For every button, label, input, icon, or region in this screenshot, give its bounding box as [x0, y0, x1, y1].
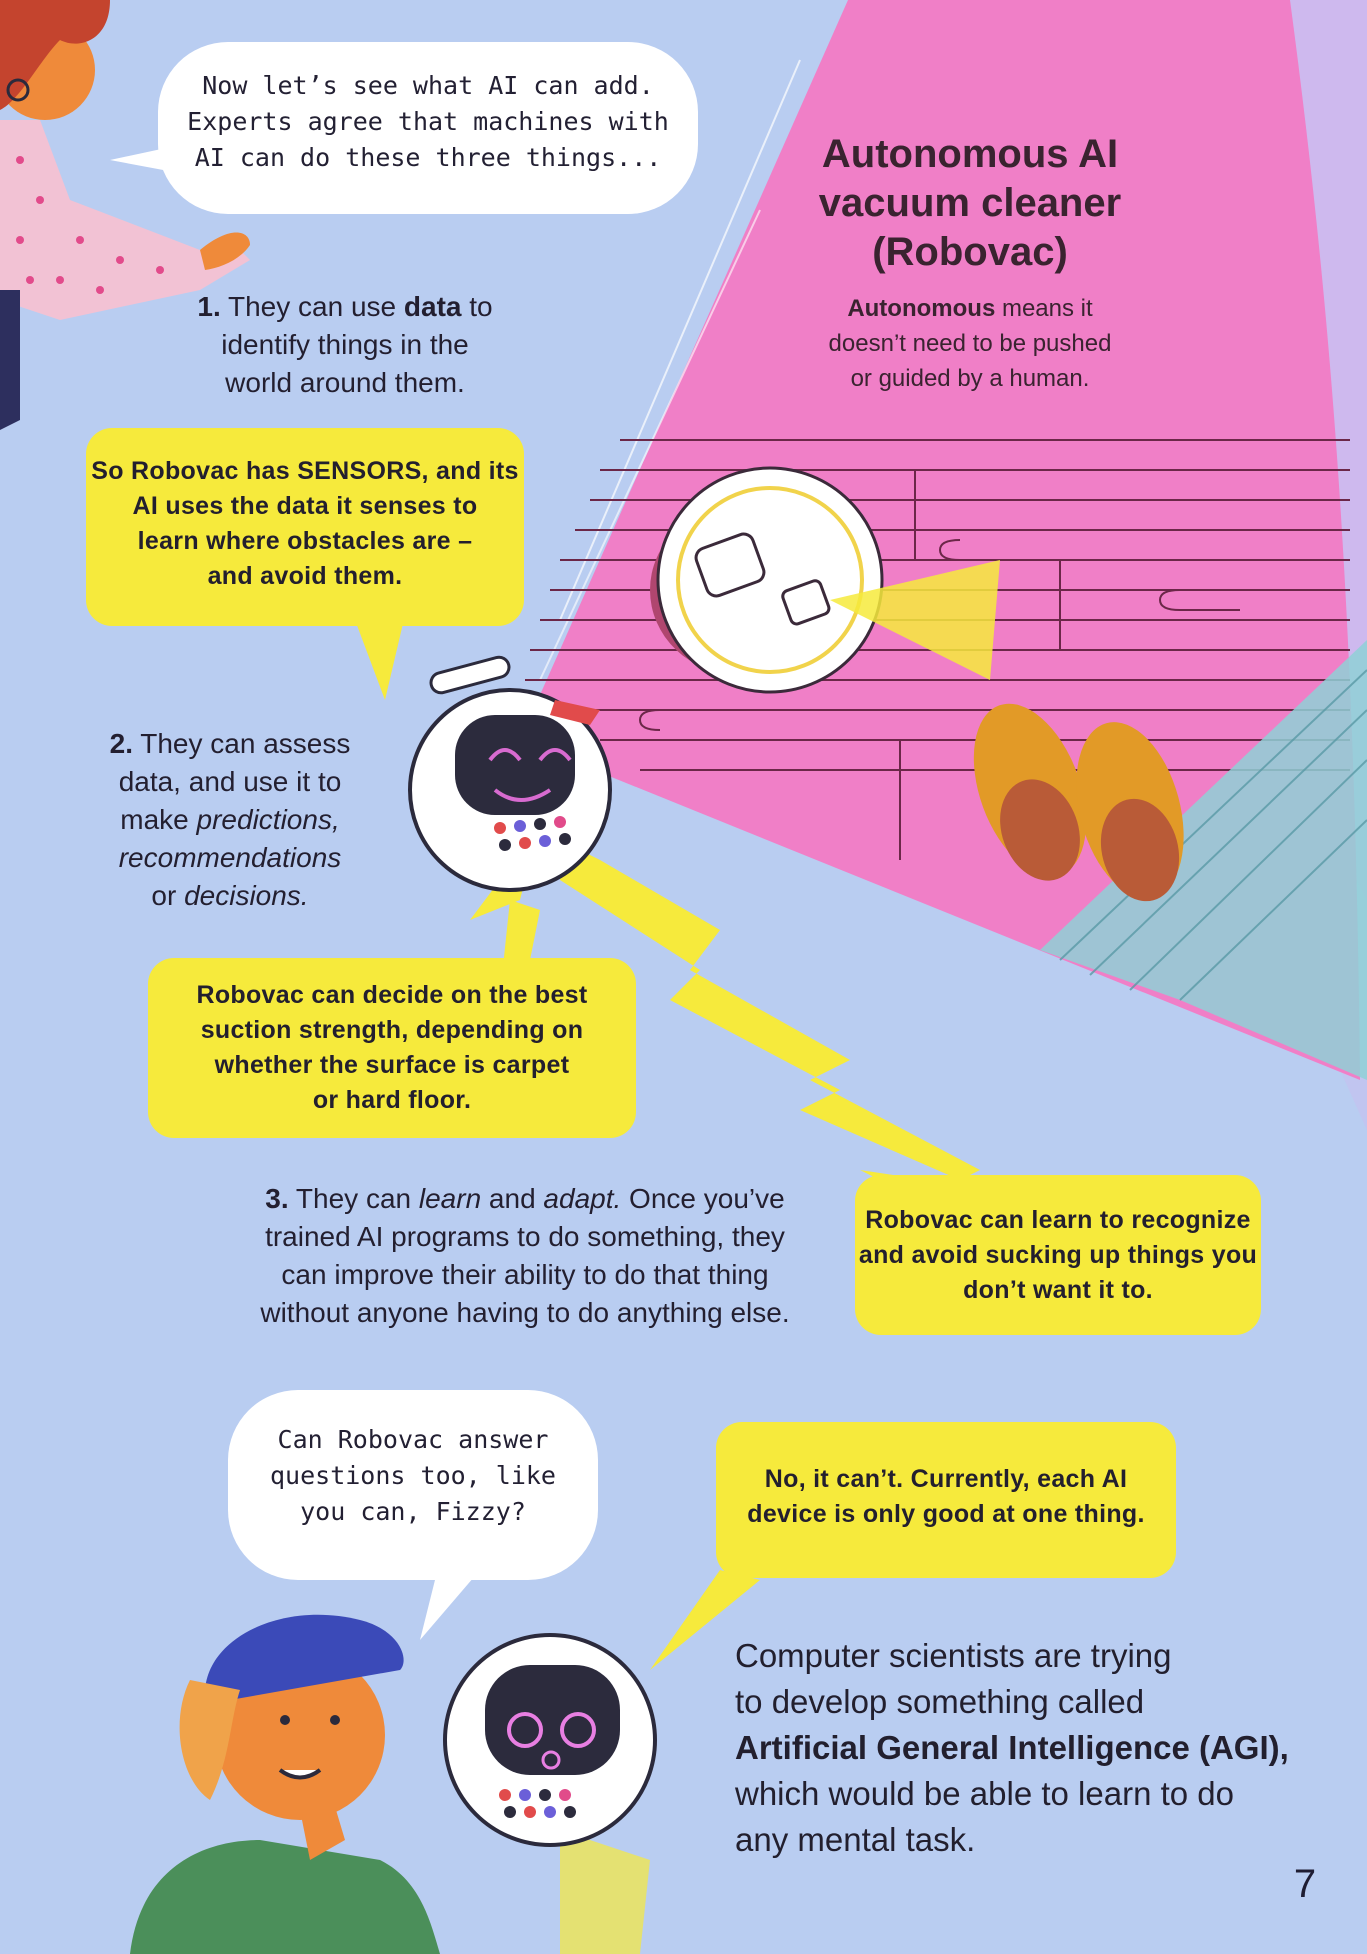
sensors-line-4: and avoid them.	[207, 562, 403, 590]
point-3-adapt: adapt.	[543, 1183, 622, 1214]
point-3-number: 3.	[265, 1183, 289, 1214]
point-2-line-3-pre: make	[120, 804, 197, 835]
point-1-post: to	[461, 291, 493, 322]
point-2-line-5-pre: or	[151, 880, 185, 911]
point-1-line-2: identify things in the	[221, 329, 469, 360]
question-speech-bubble	[228, 1390, 598, 1580]
point-3-l1-b: and	[481, 1183, 544, 1214]
definition-line-2: doesn’t need to be pushed	[828, 330, 1112, 357]
robovac-title-line-3: (Robovac)	[872, 230, 1068, 274]
agi-line-4: which would be able to learn to do	[735, 1775, 1234, 1812]
suction-bubble	[148, 958, 636, 1138]
suction-line-2: suction strength, depending on	[200, 1016, 584, 1044]
learn-line-2: and avoid sucking up things you	[858, 1241, 1258, 1269]
intro-speech-bubble	[158, 42, 698, 214]
point-1-line-3: world around them.	[225, 367, 465, 398]
learn-line-3: don’t want it to.	[963, 1276, 1153, 1304]
point-3-line-1	[250, 1180, 800, 1218]
question-line-1: Can Robovac answer	[277, 1425, 549, 1454]
suction-line-1: Robovac can decide on the best	[196, 981, 588, 1009]
answer-bubble	[716, 1422, 1176, 1578]
answer-line-1: No, it can’t. Currently, each AI	[764, 1465, 1128, 1493]
agi-line-2: to develop something called	[735, 1683, 1145, 1720]
suction-line-4: or hard floor.	[312, 1086, 472, 1114]
intro-line-2: Experts agree that machines with	[187, 107, 669, 136]
agi-line-5: any mental task.	[735, 1821, 976, 1858]
definition-line-3: or guided by a human.	[850, 365, 1090, 392]
point-1-text	[190, 288, 500, 402]
agi-term: Artificial General Intelligence (AGI),	[735, 1729, 1289, 1766]
point-3-l1-a: They can	[288, 1183, 419, 1214]
point-3-line-3: can improve their ability to do that thing	[281, 1259, 769, 1290]
point-3-text	[250, 1180, 800, 1332]
suction-line-3: whether the surface is carpet	[214, 1051, 570, 1079]
question-line-2: questions too, like	[270, 1461, 556, 1490]
point-2-text	[100, 725, 360, 915]
sensors-line-1: So Robovac has SENSORS, and its	[91, 457, 519, 485]
robovac-title-line-2: vacuum cleaner	[818, 181, 1122, 225]
point-1-line-1	[190, 288, 500, 326]
point-2-line-5	[100, 877, 360, 915]
definition-term: Autonomous	[847, 295, 996, 322]
agi-paragraph	[735, 1633, 1295, 1863]
sensors-line-2: AI uses the data it senses to	[132, 492, 478, 520]
point-1-bold-data: data	[403, 291, 462, 322]
robovac-title-block	[760, 130, 1180, 396]
point-2-number: 2.	[109, 728, 133, 759]
learn-bubble	[855, 1175, 1261, 1335]
point-3-line-4: without anyone having to do anything else.	[260, 1297, 790, 1328]
point-2-predictions: predictions,	[196, 804, 340, 835]
agi-line-1: Computer scientists are trying	[735, 1637, 1172, 1674]
point-3-line-2: trained AI programs to do something, they	[265, 1221, 785, 1252]
point-2-line-2: data, and use it to	[118, 766, 342, 797]
intro-line-1: Now let’s see what AI can add.	[202, 71, 654, 100]
answer-line-2: device is only good at one thing.	[747, 1500, 1145, 1528]
question-line-3: you can, Fizzy?	[300, 1497, 526, 1526]
point-3-learn: learn	[418, 1183, 482, 1214]
autonomous-definition	[760, 291, 1180, 326]
learn-line-1: Robovac can learn to recognize	[865, 1206, 1251, 1234]
point-2-decisions: decisions.	[184, 880, 309, 911]
point-1-number: 1.	[197, 291, 221, 322]
point-2-recommendations: recommendations	[118, 842, 342, 873]
sensors-bubble	[86, 428, 524, 626]
definition-line-1: means it	[995, 295, 1093, 322]
point-2-line-1	[100, 725, 360, 763]
point-2-line-1-rest: They can assess	[132, 728, 351, 759]
point-2-line-4	[100, 839, 360, 877]
page-number: 7	[1293, 1862, 1317, 1906]
point-1-pre: They can use	[220, 291, 404, 322]
sensors-line-3: learn where obstacles are –	[137, 527, 473, 555]
robovac-title-line-1: Autonomous AI	[821, 132, 1119, 176]
intro-line-3: AI can do these three things...	[194, 143, 662, 172]
point-2-line-3	[100, 801, 360, 839]
point-3-l1-c: Once you’ve	[621, 1183, 785, 1214]
